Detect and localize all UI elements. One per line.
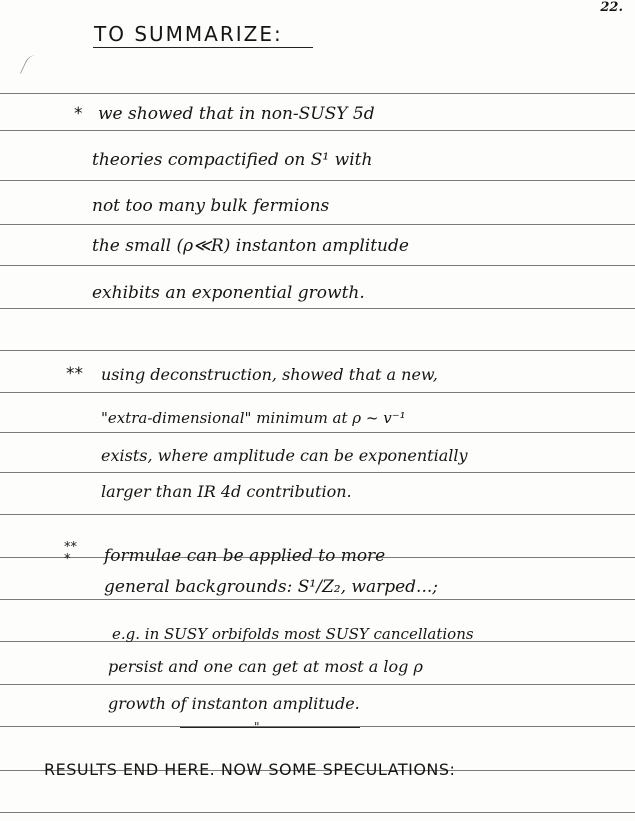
ruled-line <box>0 684 635 685</box>
ruled-line <box>0 265 635 266</box>
section-3-line-1: formulae can be applied to more <box>104 546 386 566</box>
section-1-line-2: theories compactified on S¹ with <box>92 150 373 170</box>
ruled-line <box>0 514 635 515</box>
section-2-line-2: "extra-dimensional" minimum at ρ ~ v⁻¹ <box>101 409 406 427</box>
page-title: TO SUMMARIZE: <box>94 22 283 46</box>
page-number: 22. <box>600 0 623 15</box>
section-1-line-5: exhibits an exponential growth. <box>92 283 365 303</box>
section-3-line-2: general backgrounds: S¹/Z₂, warped...; <box>104 577 438 597</box>
ruled-line <box>0 472 635 473</box>
ruled-line <box>0 432 635 433</box>
section-3-line-5: growth of instanton amplitude. <box>108 694 360 713</box>
closing-statement: RESULTS END HERE. NOW SOME SPECULATIONS: <box>44 760 456 779</box>
ditto-mark: " <box>254 720 260 734</box>
bullet-marker: *** <box>64 540 77 567</box>
section-2-line-1: using deconstruction, showed that a new, <box>101 365 438 384</box>
ruled-line <box>0 812 635 813</box>
ruled-line <box>0 392 635 393</box>
ruled-line <box>0 308 635 309</box>
ruled-line <box>0 93 635 94</box>
section-3-line-4: persist and one can get at most a log ρ <box>108 657 423 676</box>
ruled-line <box>0 224 635 225</box>
bullet-marker: ** <box>66 364 83 384</box>
section-1-line-3: not too many bulk fermions <box>92 196 330 216</box>
ruled-line <box>0 599 635 600</box>
margin-pen-mark <box>20 53 41 78</box>
section-1-line-4: the small (ρ≪R) instanton amplitude <box>92 236 409 256</box>
section-2-line-4: larger than IR 4d contribution. <box>101 482 352 501</box>
emphasis-underline <box>180 727 360 728</box>
title-underline <box>93 47 313 48</box>
ruled-line <box>0 180 635 181</box>
section-1-line-1: we showed that in non-SUSY 5d <box>98 104 375 124</box>
ruled-line <box>0 130 635 131</box>
section-3-line-3: e.g. in SUSY orbifolds most SUSY cancellations <box>112 625 474 643</box>
bullet-marker: * <box>74 104 83 124</box>
ruled-line <box>0 350 635 351</box>
section-2-line-3: exists, where amplitude can be exponentially <box>101 446 468 465</box>
